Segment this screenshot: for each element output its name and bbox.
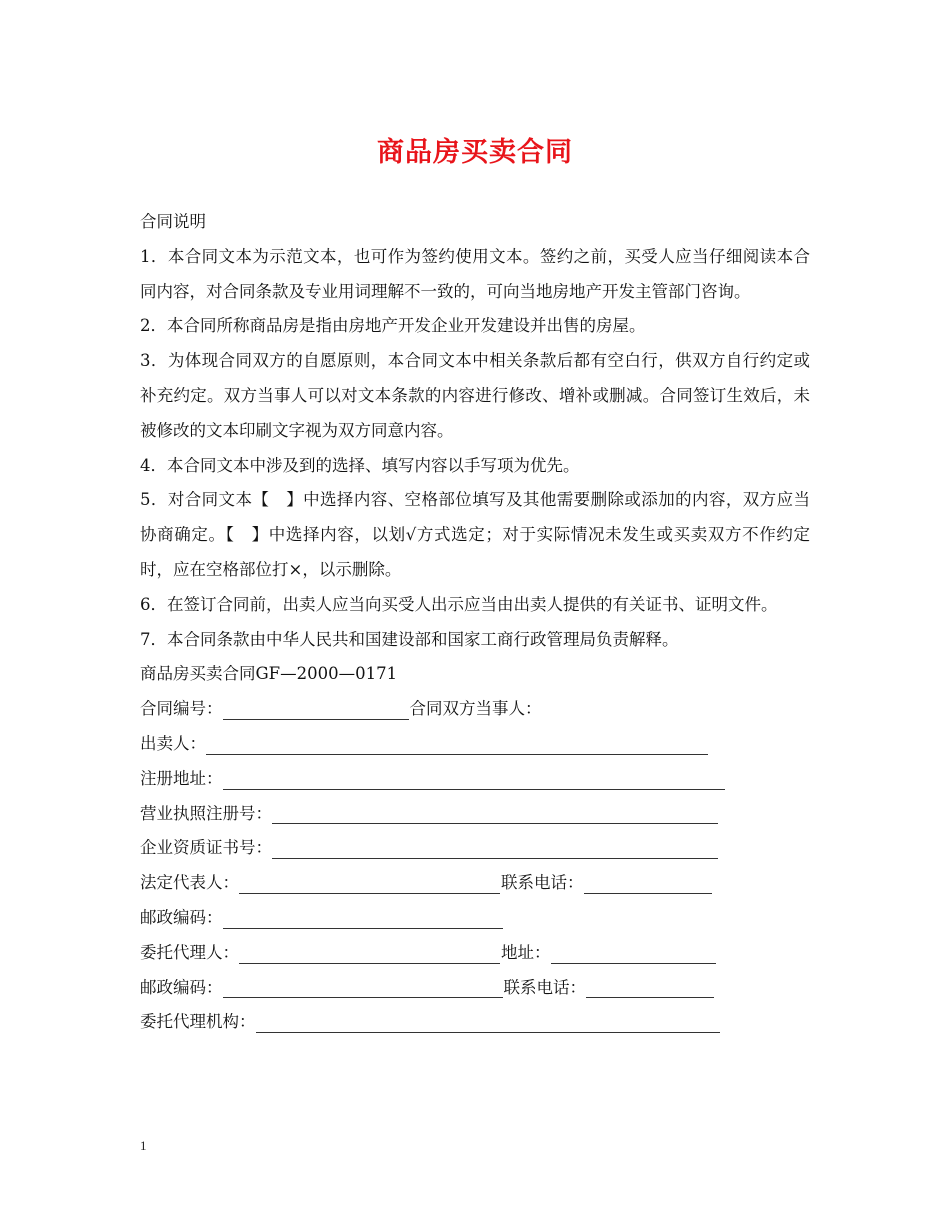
- contract-number-label: 合同编号：: [140, 699, 223, 719]
- note-item-1: 1．本合同文本为示范文本，也可作为签约使用文本。签约之前，买受人应当仔细阅读本合同内容，对合同条款及专业用词理解不一致的，可向当地房地产开发主管部门咨询。: [140, 246, 810, 301]
- legal-rep-row: [140, 866, 810, 901]
- phone-blank[interactable]: [584, 871, 712, 894]
- seller-label: 出卖人：: [140, 733, 206, 753]
- legal-rep-label: 法定代表人：: [140, 873, 239, 893]
- reg-address-blank[interactable]: [223, 767, 725, 790]
- postcode2-label: 邮政编码：: [140, 977, 223, 997]
- cert-label: 企业资质证书号：: [140, 838, 272, 858]
- note-item-4: 4．本合同文本中涉及到的选择、填写内容以手写项为优先。: [140, 455, 580, 475]
- page-number: 1: [140, 1138, 147, 1153]
- note-item-3: 3．为体现合同双方的自愿原则，本合同文本中相关条款后都有空白行，供双方自行约定或补充约定。双方当事人可以对文本条款的内容进行修改、增补或删减。合同签订生效后，未被修改的文本印刷文字视为双方同意内容。: [140, 351, 810, 440]
- phone2-blank[interactable]: [586, 975, 714, 998]
- parties-label: 合同双方当事人：: [409, 699, 542, 719]
- postcode-row: [140, 901, 810, 936]
- postcode2-row: [140, 971, 810, 1006]
- postcode-blank[interactable]: [223, 906, 503, 929]
- address-blank[interactable]: [551, 941, 716, 964]
- contract-number-blank[interactable]: [223, 697, 409, 720]
- note-item-6: 6．在签订合同前，出卖人应当向买受人出示应当由出卖人提供的有关证书、证明文件。: [140, 594, 778, 614]
- note-item-2: 2．本合同所称商品房是指由房地产开发企业开发建设并出售的房屋。: [140, 316, 646, 336]
- note-item-7: 7．本合同条款由中华人民共和国建设部和国家工商行政管理局负责解释。: [140, 629, 679, 649]
- address-label: 地址：: [501, 942, 551, 962]
- cert-row: [140, 831, 810, 866]
- reg-address-row: [140, 762, 810, 797]
- agency-label: 委托代理机构：: [140, 1012, 256, 1032]
- document-title: 商品房买卖合同: [377, 137, 573, 168]
- license-label: 营业执照注册号：: [140, 803, 272, 823]
- document-body: [140, 205, 810, 1040]
- postcode2-blank[interactable]: [223, 975, 503, 998]
- contract-reference: 商品房买卖合同GF—2000—0171: [140, 664, 398, 684]
- reg-address-label: 注册地址：: [140, 768, 223, 788]
- contract-number-row: [140, 692, 810, 727]
- postcode-label: 邮政编码：: [140, 907, 223, 927]
- agency-row: [140, 1005, 810, 1040]
- agent-label: 委托代理人：: [140, 942, 239, 962]
- agent-blank[interactable]: [239, 941, 500, 964]
- phone2-label: 联系电话：: [503, 977, 586, 997]
- agent-row: [140, 936, 810, 971]
- notes-heading: 合同说明: [140, 212, 206, 231]
- license-row: [140, 797, 810, 832]
- seller-row: [140, 727, 810, 762]
- phone-label: 联系电话：: [501, 873, 584, 893]
- seller-blank[interactable]: [206, 732, 708, 755]
- license-blank[interactable]: [272, 801, 718, 824]
- legal-rep-blank[interactable]: [239, 871, 500, 894]
- note-item-5: 5．对合同文本【 】中选择内容、空格部位填写及其他需要删除或添加的内容，双方应当协商确定。【 】中选择内容，以划√方式选定；对于实际情况未发生或买卖双方不作约定时，应在空格部位打×，以示删除。: [140, 490, 810, 579]
- agency-blank[interactable]: [256, 1010, 720, 1033]
- cert-blank[interactable]: [272, 836, 718, 859]
